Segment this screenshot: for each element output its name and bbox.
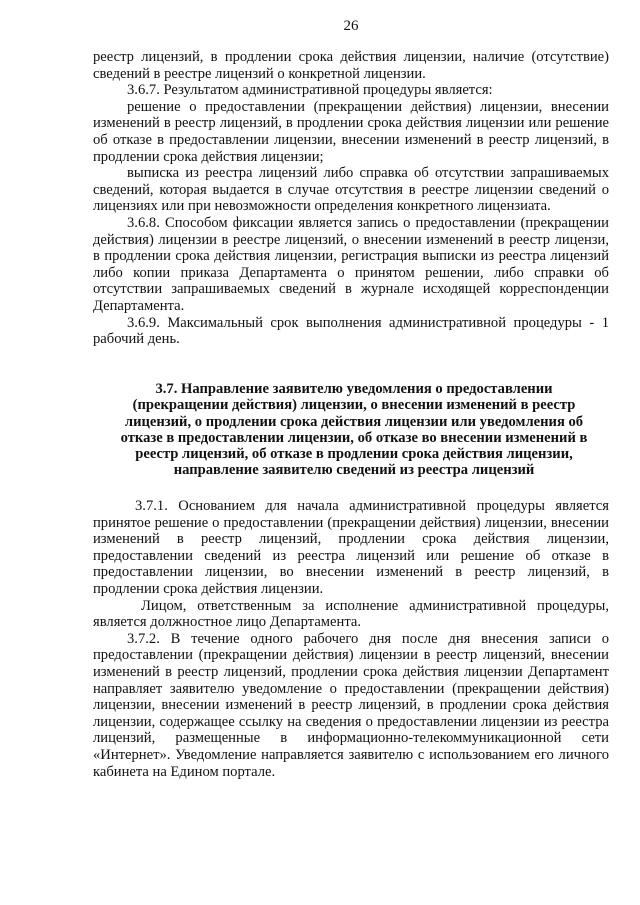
- paragraph-responsible-person: Лицом, ответственным за исполнение административной процедуры, является должностное лицо Департамента.: [93, 597, 609, 631]
- document-page: [93, 0, 609, 905]
- paragraph-3-6-9: 3.6.9. Максимальный срок выполнения административной процедуры - 1 рабочий день.: [93, 314, 609, 348]
- page-number: 26: [343, 18, 359, 34]
- paragraph-extract: выписка из реестра лицензий либо справка об отсутствии запрашиваемых сведений, которая выдается в случае отсутствия в реестре лицензии сведений о лицензиях или при невозможности определения конкретного лицензиата.: [93, 165, 609, 215]
- paragraph-3-7-2: 3.7.2. В течение одного рабочего дня после дня внесения записи о предоставлении (прекращении действия) лицензии в реестр лицензий, внесении изменений в реестр лицензий, продлении срока действия лицензии Департамент направляет заявителю уведомление о предоставлении (прекращении действия) лицензии, внесении изменений в реестр лицензий, в продлении срока действия лицензии, содержащее ссылку на сведения о предоставлении лицензии из реестра лицензий, размещенные в информационно-телекоммуникационной сети «Интернет». Уведомление направляется заявителю с использованием его личного кабинета на Едином портале.: [93, 630, 609, 780]
- paragraph-3-6-8: 3.6.8. Способом фиксации является запись о предоставлении (прекращении действия) лицензии в реестре лицензий, о внесении изменений в реестр лицензи, в продлении срока действия лицензии, регистрация выписки из реестра лицензий либо копии приказа Департамента о принятом решении, либо справки об отсутствии запрашиваемых сведений в журнале исходящей корреспонденции Департамента.: [93, 214, 609, 314]
- paragraph-3-6-7: 3.6.7. Результатом административной процедуры является:: [127, 82, 493, 99]
- paragraph-continuation: реестр лицензий, в продлении срока действия лицензии, наличие (отсутствие) сведений в реестре лицензий о конкретной лицензии.: [93, 49, 609, 82]
- body-text-bottom: [93, 498, 609, 780]
- section-heading-3-7: 3.7. Направление заявителю уведомления о предоставлении (прекращении действия) лицензии, о внесении изменений в реестр лицензий, о продлении срока действия лицензии или уведомления об отказе в предоставлении лицензии, об отказе во внесении изменений в реестр лицензий, об отказе в продлении срока действия лицензии, направление заявителю сведений из реестра лицензий: [120, 381, 588, 479]
- paragraph-3-7-1: 3.7.1. Основанием для начала административной процедуры является принятое решение о предоставлении (прекращении действия) лицензии, внесении изменений в реестр лицензий, продлении срока действия лицензии, предоставлении сведений из реестра лицензий или решение об отказе в предоставлении лицензии, во внесении изменений в реестр лицензий, в продлении срока действия лицензии.: [93, 498, 609, 597]
- body-text-top: [93, 49, 609, 348]
- paragraph-decision: решение о предоставлении (прекращении действия) лицензии, внесении изменений в реестр лицензий, в продлении срока действия лицензии или решение об отказе в предоставлении лицензии, внесении изменений в реестр лицензий, в продлении срока действия лицензии;: [93, 98, 609, 165]
